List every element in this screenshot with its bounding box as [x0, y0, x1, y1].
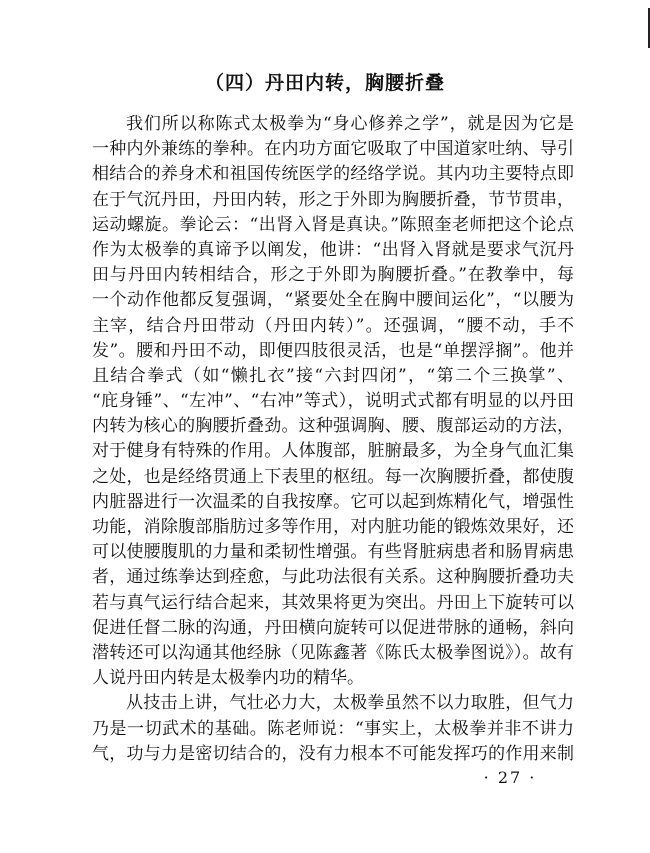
- text-line: 运动螺旋。拳论云：“出肾入肾是真诀。”陈照奎老师把这个论点: [92, 214, 574, 235]
- text-line: 潜转还可以沟通其他经脉（见陈鑫著《陈氏太极拳图说》）。故有: [92, 642, 574, 663]
- text-line: 内转为核心的胸腰折叠劲。这种强调胸、腰、腹部运动的方法，: [92, 416, 574, 437]
- text-line: 从技击上讲，气壮必力大，太极拳虽然不以力取胜，但气力: [126, 693, 574, 714]
- text-line: 发”。腰和丹田不动，即便四肢很灵活，也是“单摆浮搁”。他并: [92, 340, 574, 361]
- text-line: 主宰，结合丹田带动（丹田内转）”。还强调，“腰不动，手不: [92, 315, 574, 336]
- text-line: 者，通过练拳达到痊愈，与此功法很有关系。这种胸腰折叠功夫: [92, 567, 574, 588]
- text-line: “庇身锤”、“左冲”、“右冲”等式），说明式式都有明显的以丹田: [92, 391, 574, 412]
- text-line: 气，功与力是密切结合的，没有力根本不可能发挥巧的作用来制: [92, 743, 574, 764]
- text-line: 一种内外兼练的拳种。在内功方面它吸取了中国道家吐纳、导引: [92, 139, 574, 160]
- text-line: 相结合的养身术和祖国传统医学的经络学说。其内功主要特点即: [92, 164, 574, 185]
- text-line: 我们所以称陈式太极拳为“身心修养之学”，就是因为它是: [126, 114, 574, 134]
- text-line: 之处，也是经络贯通上下表里的枢纽。每一次胸腰折叠，都使腹: [92, 466, 574, 487]
- text-line: 乃是一切武术的基础。陈老师说：“事实上，太极拳并非不讲力: [92, 718, 574, 739]
- text-line: 且结合拳式（如“懒扎衣”接“六封四闭”，“第二个三换掌”、: [92, 365, 574, 386]
- text-line: 功能，消除腹部脂肪过多等作用，对内脏功能的锻炼效果好，还: [92, 517, 574, 537]
- text-line: 若与真气运行结合起来，其效果将更为突出。丹田上下旋转可以: [92, 592, 574, 613]
- text-line: 促进任督二脉的沟通，丹田横向旋转可以促进带脉的通畅，斜向: [92, 617, 574, 638]
- text-line: 内脏器进行一次温柔的自我按摩。它可以起到炼精化气，增强性: [92, 491, 574, 512]
- text-line: 在于气沉丹田，丹田内转，形之于外即为胸腰折叠，节节贯串，: [92, 189, 574, 210]
- text-line: 人说丹田内转是太极拳内功的精华。: [92, 668, 364, 689]
- text-line: 可以使腰腹肌的力量和柔韧性增强。有些肾脏病患者和肠胃病患: [92, 542, 574, 563]
- text-line: 田与丹田内转相结合，形之于外即为胸腰折叠。”在教拳中，每: [92, 265, 574, 286]
- body-text: [92, 112, 574, 767]
- text-line: 作为太极拳的真谛予以阐发，他讲：“出肾入肾就是要求气沉丹: [92, 239, 574, 260]
- page-number: · 27 ·: [483, 768, 537, 787]
- text-line: 对于健身有特殊的作用。人体腹部，脏腑最多，为全身气血汇集: [92, 441, 574, 462]
- text-line: 一个动作他都反复强调，“紧要处全在胸中腰间运化”，“以腰为: [92, 290, 574, 311]
- section-title: （四）丹田内转，胸腰折叠: [204, 72, 445, 94]
